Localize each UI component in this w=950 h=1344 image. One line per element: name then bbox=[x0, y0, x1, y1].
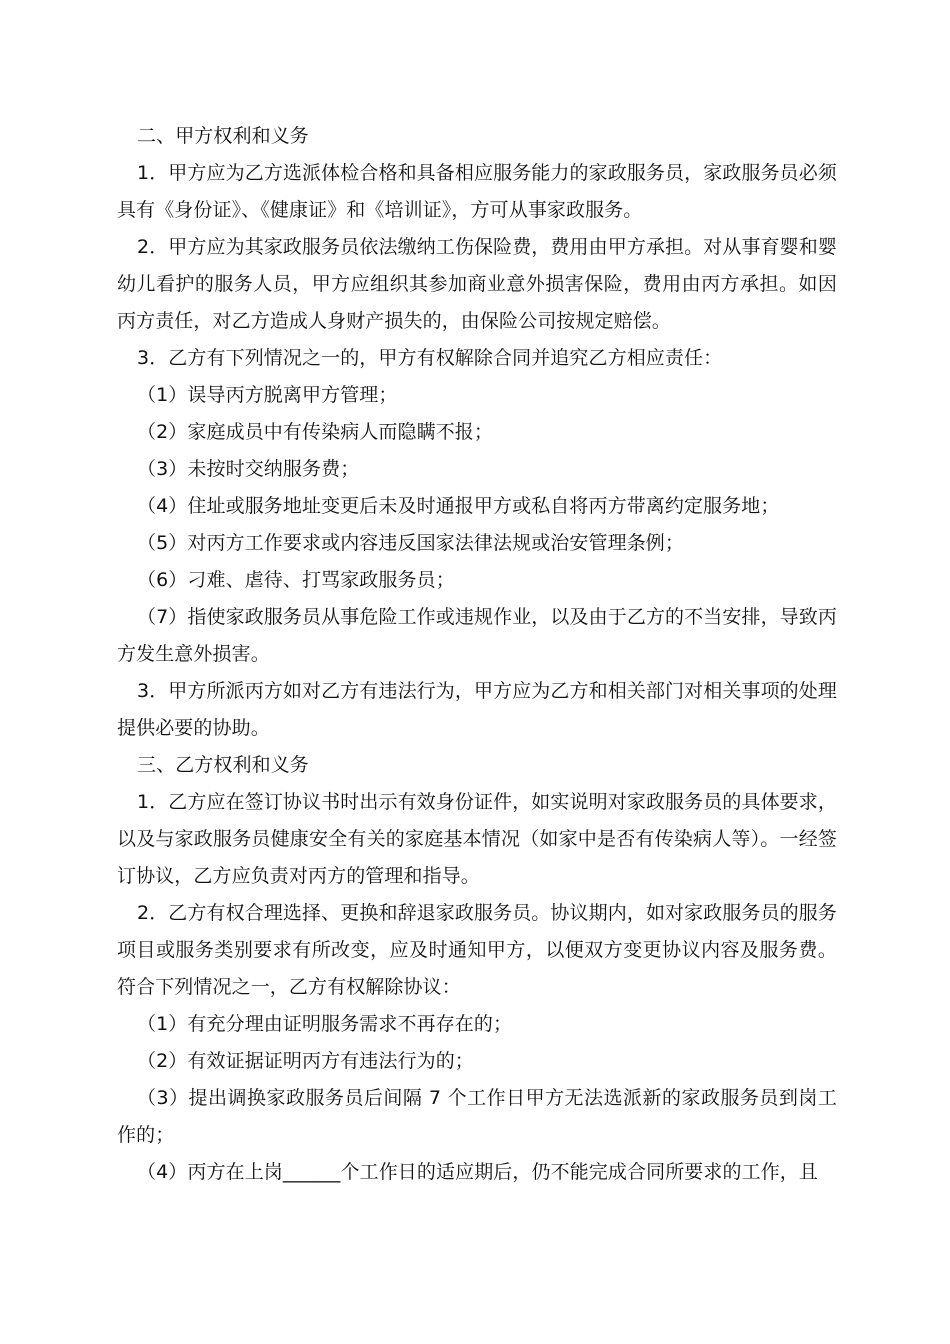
section-heading: 二、甲方权利和义务 bbox=[137, 125, 309, 147]
clause-paragraph: 1．乙方应在签订协议书时出示有效身份证件，如实说明对家政服务员的具体要求，以及与家政服务员健康安全有关的家庭基本情况（如家中是否有传染病人等）。一经签订协议，乙方应负责对丙方的管理和指导。 bbox=[117, 791, 837, 887]
section-heading: 三、乙方权利和义务 bbox=[137, 754, 309, 776]
clause-paragraph: 2．甲方应为其家政服务员依法缴纳工伤保险费，费用由甲方承担。对从事育婴和婴幼儿看护的服务人员，甲方应组织其参加商业意外损害保险，费用由丙方承担。如因丙方责任，对乙方造成人身财产损失的，由保险公司按规定赔偿。 bbox=[117, 236, 837, 332]
clause-paragraph: 1．甲方应为乙方选派体检合格和具备相应服务能力的家政服务员，家政服务员必须具有《身份证》、《健康证》和《培训证》，方可从事家政服务。 bbox=[117, 162, 837, 221]
sub-clause-paragraph: （7）指使家政服务员从事危险工作或违规作业，以及由于乙方的不当安排，导致丙方发生意外损害。 bbox=[117, 606, 837, 665]
sub-clause-paragraph: （4）住址或服务地址变更后未及时通报甲方或私自将丙方带离约定服务地； bbox=[137, 495, 780, 517]
sub-clause-paragraph: （5）对丙方工作要求或内容违反国家法律法规或治安管理条例； bbox=[137, 532, 684, 554]
sub-clause-paragraph: （1）误导丙方脱离甲方管理； bbox=[137, 384, 398, 406]
sub-clause-paragraph: （2）有效证据证明丙方有违法行为的； bbox=[137, 1050, 474, 1072]
clause-paragraph: 3．乙方有下列情况之一的，甲方有权解除合同并追究乙方相应责任： bbox=[137, 347, 723, 369]
sub-clause-paragraph: （4）丙方在上岗______个工作日的适应期后，仍不能完成合同所要求的工作，且 bbox=[137, 1161, 818, 1183]
sub-clause-paragraph: （6）刁难、虐待、打骂家政服务员； bbox=[137, 569, 455, 591]
document-body bbox=[117, 118, 837, 1191]
clause-paragraph: 3．甲方所派丙方如对乙方有违法行为，甲方应为乙方和相关部门对相关事项的处理提供必要的协助。 bbox=[117, 680, 837, 739]
sub-clause-paragraph: （2）家庭成员中有传染病人而隐瞒不报； bbox=[137, 421, 493, 443]
sub-clause-paragraph: （3）提出调换家政服务员后间隔 7 个工作日甲方无法选派新的家政服务员到岗工作的； bbox=[117, 1087, 837, 1146]
clause-paragraph: 2．乙方有权合理选择、更换和辞退家政服务员。协议期内，如对家政服务员的服务项目或服务类别要求有所改变，应及时通知甲方，以便双方变更协议内容及服务费。符合下列情况之一，乙方有权解除协议： bbox=[117, 902, 837, 998]
sub-clause-paragraph: （1）有充分理由证明服务需求不再存在的； bbox=[137, 1013, 513, 1035]
sub-clause-paragraph: （3）未按时交纳服务费； bbox=[137, 458, 360, 480]
